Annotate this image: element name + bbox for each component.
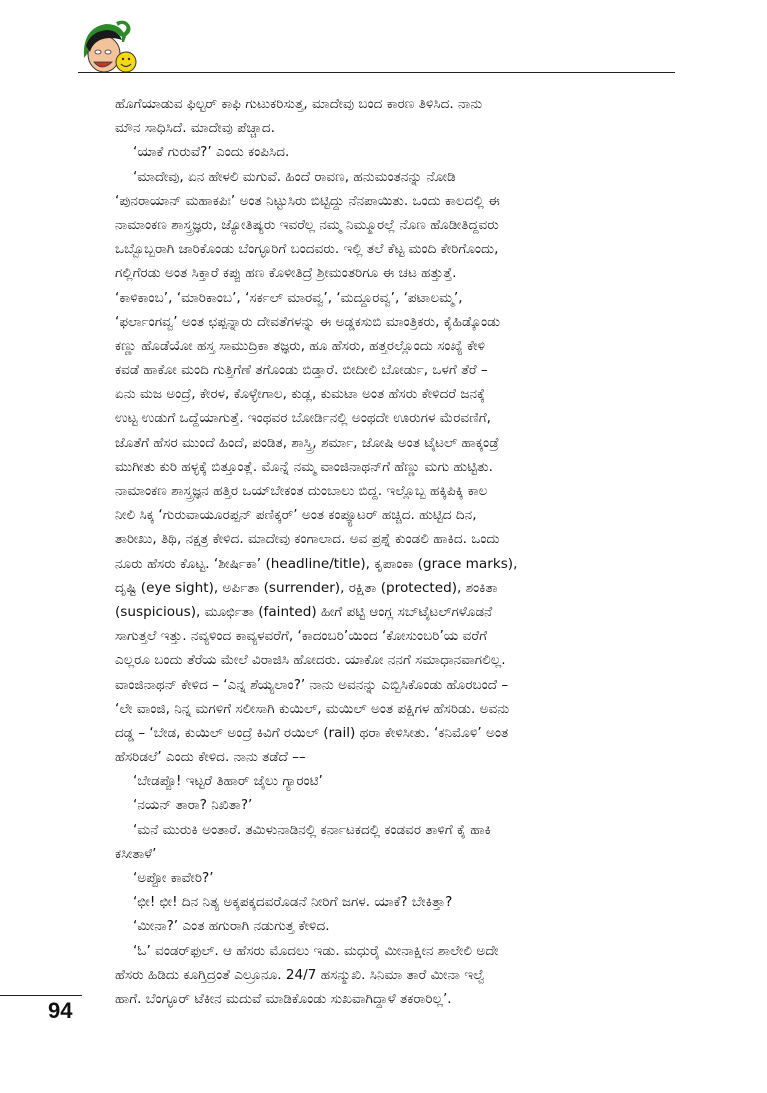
page-number: 94 (48, 998, 73, 1023)
text-line: ಏನು ಮಜ ಅಂದ್ರೆ, ಕೇರಳ, ಕೊಳ್ಳೇಗಾಲ, ಕುಡ್ಲ, ಕುಮಟಾ ಅಂತ ಹೆಸರು ಕೇಳಿದರೆ ಜನಕ್ಕೆ (115, 386, 486, 403)
text-line: ‘ಬೇಡಪ್ಪೊ! ಇಟ್ಟರೆ ತಿಹಾರ್ ಜೈಲು ಗ್ಯಾರಂಟಿ’ (133, 773, 323, 790)
text-line: ತಾರೀಖು, ತಿಥಿ, ನಕ್ಷತ್ರ ಕೇಳಿದ. ಮಾದೇವು ಕಂಗಾಲಾದ. ಅವ ಪ್ರಶ್ನೆ ಕುಂಡಲಿ ಹಾಕಿದ. ಒಂದು (115, 531, 500, 548)
text-line: ಮೌನ ಸಾಧಿಸಿದೆ. ಮಾದೇವು ಪೆಚ್ಚಾದ. (115, 120, 276, 137)
text-line: ‘ಲೇ ವಾಂಜಿ, ನಿನ್ನ ಮಗಳಿಗೆ ಸಲೀಸಾಗಿ ಕುಯಿಲ್, ಮಯಿಲ್ ಅಂತ ಪಕ್ಷಿಗಳ ಹೆಸರಿಡು. ಅವನು (115, 700, 510, 717)
text-line: ‘ಪುನರಾಯಾನ್ ಮಹಾಕಪಿಃ’ ಅಂತ ನಿಟ್ಟುಸಿರು ಬಿಟ್ಟಿದ್ದು ನೆನಪಾಯಿತು. ಒಂದು ಕಾಲದಲ್ಲಿ ಈ (115, 192, 500, 209)
text-line: ‘ಕಾಳಿಕಾಂಬ’, ‘ಮಾರಿಕಾಂಬ’, ‘ಸರ್ಕಲ್ ಮಾರವ್ವ’, ‘ಮದ್ದೂರವ್ವ’, ‘ಪಟಾಲಮ್ಮ’, (115, 289, 463, 306)
text-line: ಎಲ್ಲರೂ ಬಂದು ತೆರೆಯ ಮೇಲೆ ವಿರಾಜಿಸಿ ಹೋದರು. ಯಾಕೋ ನನಗೆ ಸಮಾಧಾನವಾಗಲಿಲ್ಲ. (115, 652, 506, 669)
text-line: (suspicious), ಮೂರ್ಛಿತಾ (fainted) ಹೀಗೆ ಪಟ್ಟಿ ಆಂಗ್ಲ ಸಬ್‌ಟೈಟಲ್‌ಗಳೊಡನೆ (115, 603, 493, 620)
text-line: ‘ಮಾದೇವು, ಏನ ಹೇಳಲಿ ಮಗುವೆ. ಹಿಂದೆ ರಾವಣ, ಹನುಮಂತನನ್ನು ನೋಡಿ (133, 168, 456, 185)
text-line: ಕಣ್ಣು ಹೊಡೆಯೋ ಹಸ್ತ ಸಾಮುದ್ರಿಕಾ ತಜ್ಞರು, ಹೂ ಹೆಸರು, ಹತ್ತರಲ್ಲೊಂದು ಸಂಖ್ಯೆ ಕೇಳಿ (115, 337, 486, 354)
text-line: ಜೊತೆಗೆ ಹೆಸರ ಮುಂದೆ ಹಿಂದೆ, ಪಂಡಿತ, ಶಾಸ್ತ್ರಿ, ಶರ್ಮಾ, ಜೋಷಿ ಅಂತ ಟೈಟಲ್ ಹಾಕ್ಕಂಡ್ರೆ (115, 434, 499, 451)
text-line: ‘ಯಾಕೆ ಗುರುವೆ?’ ಎಂದು ಕಂಪಿಸಿದ. (133, 144, 290, 161)
article-body (115, 92, 672, 1011)
text-line: ಹೆಸರಿಡಲೆ’ ಎಂದು ಕೇಳಿದ. ನಾನು ತಡೆದೆ –– (115, 749, 306, 766)
text-line: ‘ಛೀ! ಛೀ! ದಿನ ನಿತ್ಯ ಅಕ್ಕಪಕ್ಕದವರೊಡನೆ ನೀರಿಗೆ ಜಗಳ. ಯಾಕೆ? ಬೇಕಿತ್ತಾ? (133, 894, 453, 911)
text-line: ದೃಷ್ಟಿ (eye sight), ಅರ್ಪಿತಾ (surrender), ರಕ್ಷಿತಾ (protected), ಶಂಕಿತಾ (115, 579, 498, 596)
text-line: ದಡ್ಡ – ‘ಬೇಡ, ಕುಯಿಲ್ ಅಂದ್ರೆ ಕಿವಿಗೆ ರಯಿಲ್ (rail) ಥರಾ ಕೇಳಿಸೀತು. ‘ಕನಿಮೊಳಿ’ ಅಂತ (115, 724, 509, 741)
text-line: ನೀಲಿ ಸಿಕ್ಕ ‘ಗುರುವಾಯೂರಪ್ಪನ್ ಪಣಿಕ್ಕರ್’ ಅಂತ ಕಂಪ್ಯೂಟರ್ ಹಚ್ಚಿದ. ಹುಟ್ಟಿದ ದಿನ, (115, 507, 477, 524)
cartoon-face-logo-icon (80, 18, 140, 78)
text-line: ‘ಅಪ್ಪೋ ಕಾವೇರಿ?’ (133, 870, 214, 886)
footer-rule (0, 995, 82, 996)
text-line: ಕಸೀತಾಳೆ’ (115, 845, 157, 862)
text-line: ‘ಫರ್ಲಾಂಗವ್ವ’ ಅಂತ ಛಪ್ಪನ್ನಾರು ದೇವತೆಗಳನ್ನು ಈ ಅಡ್ಡಕಸುಬಿ ಮಾಂತ್ರಿಕರು, ಕೈಹಿಡ್ಕೊಂಡು (115, 313, 501, 330)
text-line: ಉಟ್ಟ ಉಡುಗೆ ಒದ್ದೆಯಾಗುತ್ತೆ. ಇಂಥವರ ಬೋರ್ಡಿನಲ್ಲಿ ಅಂಥದೇ ಊರುಗಳ ಮೆರವಣಿಗೆ, (115, 410, 491, 427)
text-line: ಕವಡೆ ಹಾಕೋ ಮಂದಿ ಗುತ್ತಿಗೆಣೆ ತಗೊಂಡು ಬಿಡ್ತಾರೆ. ಬೀದೀಲಿ ಬೋರ್ಡು, ಒಳಗೆ ತೆರೆ – (115, 362, 488, 379)
text-line: ‘ನಯನ್ ತಾರಾ? ನಿಖಿತಾ?’ (133, 797, 253, 814)
text-line: ‘ಮನೆ ಮುರುಕಿ ಅಂತಾರೆ. ತಮಿಳುನಾಡಿನಲ್ಲಿ ಕರ್ನಾಟಕದಲ್ಲಿ ಕಂಡವರ ತಾಳಿಗೆ ಕೈ ಹಾಕಿ (133, 821, 491, 838)
text-line: ‘ಓ’ ವಂಡರ್‌ಫುಲ್. ಆ ಹೆಸರು ಮೊದಲು ಇಡು. ಮಧುರೈ ಮೀನಾಕ್ಷೀನ ಶಾಲೇಲಿ ಅದೇ (133, 942, 499, 959)
text-line: ನಾಮಾಂಕಣ ಶಾಸ್ತ್ರಜ್ಞನ ಹತ್ತಿರ ಒಯ್‌ಬೇಕಂತ ದುಂಬಾಲು ಬಿದ್ದ. ಇಲ್ಲೊಬ್ಬ ಹಕ್ಕಿಪಿಕ್ಕಿ ಕಾಲ (115, 483, 488, 499)
text-line: ಹೊಗೆಯಾಡುವ ಫಿಲ್ಟರ್ ಕಾಫಿ ಗುಟುಕರಿಸುತ್ತ, ಮಾದೇವು ಬಂದ ಕಾರಣ ತಿಳಿಸಿದ. ನಾನು (115, 96, 483, 112)
text-line: ವಾಂಜಿನಾಥನ್ ಕೇಳಿದ – ‘ಎನ್ನ ಶೆಯ್ಯಲಾಂ?’ ನಾನು ಅವನನ್ನು ಎಬ್ಬಿಸಿಕೊಂಡು ಹೊರಬಂದೆ – (115, 676, 509, 693)
text-line: ನಾಮಾಂಕಣ ಶಾಸ್ತ್ರಜ್ಞರು, ಜ್ಯೋತಿಷ್ಯರು ಇವರೆಲ್ಲ ನಮ್ಮ ನಿಮ್ಮೂರಲ್ಲೆ ನೊಣ ಹೊಡೀತಿದ್ದವರು (115, 216, 499, 233)
text-line: ನೂರು ಹೆಸರು ಕೊಟ್ಟ. ‘ಶೀರ್ಷಿಕಾ’ (headline/title), ಕೃಪಾಂಕಾ (grace marks), (115, 555, 518, 572)
header-rule (78, 72, 675, 73)
text-line: ಗಲ್ಲಿಗೆರಡು ಅಂತ ಸಿಕ್ತಾರೆ ಕಪ್ಪು ಹಣ ಕೊಳೀತಿದ್ರೆ ಶ್ರೀಮಂತರಿಗೂ ಈ ಚಟ ಹತ್ತುತ್ತೆ. (115, 265, 457, 282)
text-line: ಒಬ್ಬೊಬ್ಬರಾಗಿ ಜಾರಿಕೊಂಡು ಬೆಂಗ್ಳೂರಿಗೆ ಬಂದವರು. ಇಲ್ಲಿ ತಲೆ ಕೆಟ್ಟ ಮಂದಿ ಕೇರಿಗೊಂದು, (115, 241, 499, 258)
text-line: ‘ಮೀನಾ?’ ಎಂತ ಹಗುರಾಗಿ ನಡುಗುತ್ತ ಕೇಳಿದ. (133, 918, 330, 935)
text-line: ಸಾಗುತ್ತಲೆ ಇತ್ತು. ನವ್ಯಳಿಂದ ಕಾವ್ಯಳವರೆಗೆ, ‘ಕಾದಂಬರಿ’ಯಿಂದ ‘ಕೋಸುಂಬರಿ’ಯ ವರೆಗೆ (115, 628, 488, 645)
text-line: ಹೆಸರು ಹಿಡಿದು ಕೂಗ್ತಿದ್ರಂತೆ ಎಲ್ರೂನೂ. 24/7 ಹಸನ್ಮುಖಿ. ಸಿನಿಮಾ ತಾರೆ ಮೀನಾ ಇಲ್ವೆ (115, 966, 485, 983)
text-line: ಮುಗೀತು ಕುರಿ ಹಳ್ಳಕ್ಕೆ ಬಿತ್ತೂಂತ್ಲೆ. ಮೊನ್ನೆ ನಮ್ಮ ವಾಂಜಿನಾಥನ್‌ಗೆ ಹೆಣ್ಣು ಮಗು ಹುಟ್ಟಿತು. (115, 458, 493, 475)
text-line: ಹಾಗೆ. ಬೆಂಗ್ಳೂರ್ ಟೆಕೀನ ಮದುವೆ ಮಾಡಿಕೊಂಡು ಸುಖವಾಗಿದ್ದಾಳೆ ತಕರಾರಿಲ್ಲ’. (115, 990, 452, 1007)
